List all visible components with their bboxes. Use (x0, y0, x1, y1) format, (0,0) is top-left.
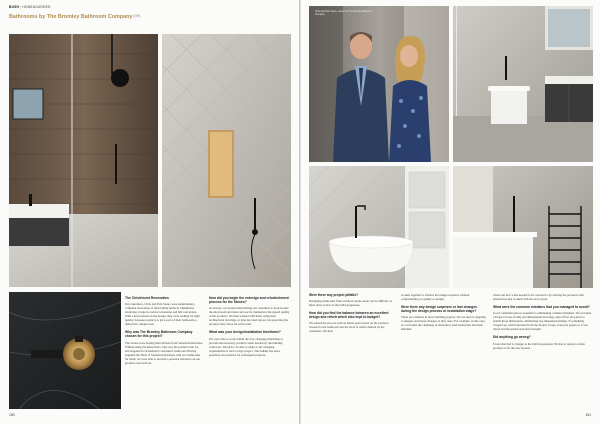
body-paragraph: worked together to achieve the budget required, without compromising on quality or design. (401, 293, 470, 302)
photo-caption: Chris and Pam Stone, owners of The Bromley Bathroom Company (315, 11, 373, 16)
headline-tag: (GH) (133, 14, 141, 18)
page-number-right: 151 (585, 413, 591, 417)
body-paragraph: As always, we started with inviting our customers to look around the showroom and ideas and see for themselves the superb quality of the products. We then worked with them, using their architectural drawings, to plan the ideal layout, incorporating the products they chose for each room. (209, 306, 290, 327)
masthead-section: HOME&GARDEN (22, 5, 51, 9)
photo-owners-portrait (309, 6, 449, 162)
body-paragraph: Designing bathrooms from architects plans alone can be difficult, as there often evolve as the build progresses. (309, 299, 393, 308)
right-text-column-3 (493, 293, 593, 354)
mid-text-column (209, 296, 291, 361)
article-headline (9, 14, 140, 20)
section-heading: Why was The Bromley Bathroom Company chosen for this project? (125, 330, 193, 339)
body-paragraph: The Stones were hoping their kitchen from Stonebarn Kitchens, Whitelocking the Renovators, they saw the products that we had supplied for Stonebarn's customer's bathroom. Having supplied the fitted of Stonebarn Kitchens with two bathrooms for them, we were able to provide a personal reference on our products and services. (125, 340, 203, 365)
masthead: BUSH|HOME&GARDEN (9, 5, 51, 9)
photo-tap-closeup (9, 292, 121, 409)
left-page (0, 0, 299, 424)
body-paragraph: Errors that had to change as the build progressed. We had to replace certain products to fit the new layouts. (493, 341, 585, 350)
section-heading: Did anything go wrong? (493, 335, 531, 340)
page-number-left: 150 (9, 413, 15, 417)
section-heading: What were the common mistakes that you managed to avoid? (493, 305, 590, 310)
body-paragraph: Our customers, Chris and Pam Stone, were undertaking a complete renovation of their family home in Chislehurst, involving a large in-contract extension and full conversion. With a keen interest in the design, they were looking for high quality, bespoke products to give each of their bathrooms a distinctive, unique look. (125, 302, 200, 327)
right-page (301, 0, 600, 424)
left-text-column (125, 296, 203, 369)
photo-freestanding-bath (309, 166, 449, 288)
photo-niche-shower (162, 34, 291, 287)
headline-title: Bathrooms by The Bromley Bathroom Company (9, 14, 133, 20)
section-heading: What was your design/installation timeframe? (209, 330, 281, 335)
body-paragraph: Good communication is essential to eliminating common mistakes. We provided a Project Scope (CAD) and dimensional drawings, sign off for all parties to enable those dimensions, eliminating any misunderstandings. If something cropped up, which deviated from the Project Scope, everyone agrees so it was raised and the parties had been brought. (493, 311, 592, 332)
section-heading: The Chislehurst Renovation (125, 296, 169, 300)
right-text-column-1 (309, 293, 395, 338)
masthead-brand: BUSH (9, 5, 20, 9)
section-heading: How did you begin the redesign and refurbishment process for the Stones? (209, 296, 289, 305)
section-heading: Were there any project pitfalls? (309, 293, 359, 297)
body-paragraph: where the new walls needed to be catered for by altering the products with alternatives that worked with the new layout. (493, 293, 584, 302)
photo-shower-room (9, 34, 158, 287)
section-heading: Were there any design surprises or last changes during the design process or installation stage? (401, 305, 477, 314)
body-paragraph: There are common in most building projects. We are used to adapting to designs and house changes as they arise. For example, in this case, we overcame the challenge of alternative steel beams that had been installed (401, 315, 486, 332)
right-text-column-2 (401, 293, 487, 335)
body-paragraph: We were able to work within the ever changing timeframe to provide the necessary products when needed by the building contractor. We had to be able to adapt to the changing requirements of such a large project. The builder has since specified our products for subsequent projects. (209, 336, 284, 357)
photo-wc-vanity (453, 6, 593, 162)
section-heading: How did you find the balance between an excellent design and refurb which also kept to budget? (309, 311, 389, 320)
body-paragraph: We started the process with an initial quote based on the products chosen for the bathroom and the level of refurb desired by the customers. We then (309, 321, 389, 334)
photo-bath-towel-rail (453, 166, 593, 288)
